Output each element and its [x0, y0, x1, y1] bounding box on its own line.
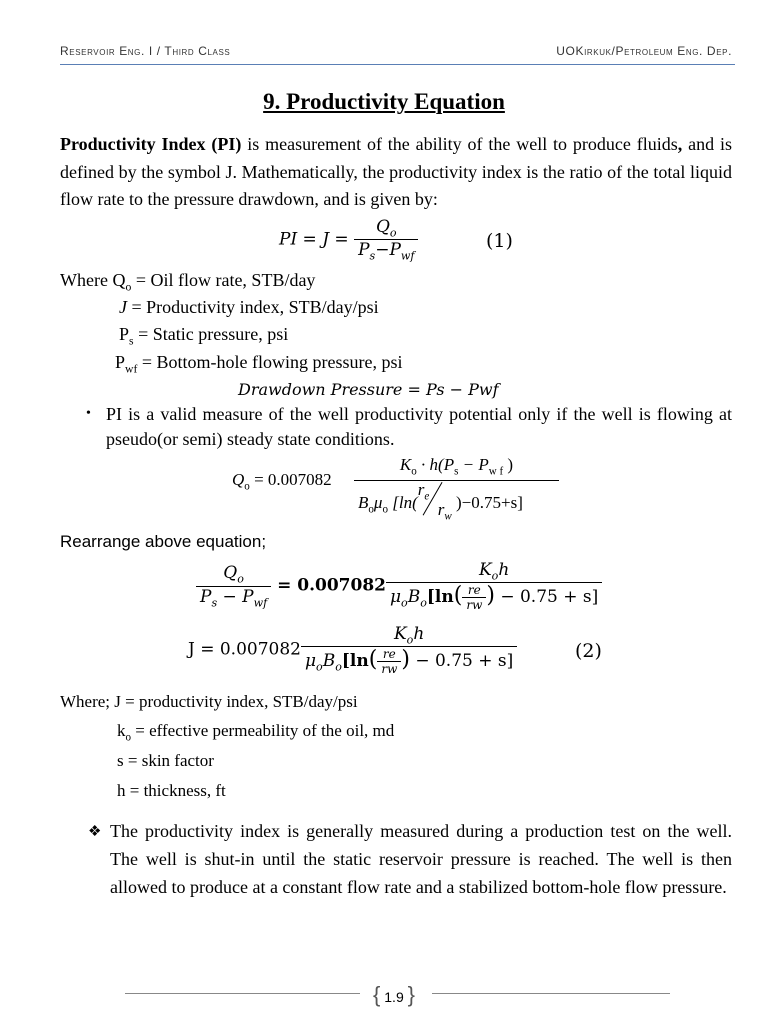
where-pwf-sub: wf	[125, 362, 138, 376]
eq2-den-ln: [ln	[341, 651, 369, 672]
eq-qo-num-ps: s	[454, 465, 459, 478]
eq-qo-rw	[438, 500, 452, 522]
eq-qo-den-b-sub: o	[368, 503, 374, 516]
eq1-den-b-sub: wf	[400, 249, 415, 263]
eq-r-rden-ln: [ln	[426, 587, 454, 608]
eq-qo-rw-sym: r	[437, 500, 445, 519]
eq-r-rden-b-sub: o	[420, 596, 427, 610]
eq-qo-lhs	[232, 470, 332, 492]
eq2-rw: rw	[377, 661, 401, 676]
where-2-k-sym: k	[117, 721, 126, 740]
eq2-den-b: B	[322, 651, 336, 672]
eq-qo-coef: = 0.007082	[249, 470, 332, 489]
eq-qo-numerator	[354, 455, 559, 477]
eq-r-rden-mu-sub: o	[401, 596, 408, 610]
eq2-re: re	[382, 647, 396, 662]
eq-r-rden-end: − 0.75 + s]	[494, 587, 599, 608]
eq1-den-a: P	[358, 240, 370, 261]
where-2-j: Where; J = productivity index, STB/day/psi	[60, 692, 358, 711]
eq-qo-re-sym: r	[417, 480, 425, 499]
section-title: 9. Productivity Equation	[263, 89, 505, 114]
eq-r-re: re	[467, 583, 481, 598]
equation-1	[279, 217, 418, 263]
bullet-1-text: PI is a valid measure of the well productivity potential only if the well is flowing at pseudo(or semi) steady state conditions.	[106, 404, 732, 449]
drawdown-equation: Drawdown Pressure = Ps − Pwf	[238, 380, 499, 399]
eq-r-rden-mu: μ	[389, 587, 402, 608]
where-pwf-sym: P	[115, 352, 126, 372]
eq-r-right-fraction: $K_oh$ $\mu_oB_o[\ln$( $\frac{re}{rw}$ ) − 0.75 + s]	[386, 560, 602, 612]
header-right: UOKirkuk/Petroleum Eng. Dep.	[556, 44, 732, 58]
eq-r-den-s: s	[211, 596, 218, 610]
eq-qo-re	[418, 480, 430, 502]
eq-r-rw: rw	[462, 597, 486, 612]
where-j-text: = Productivity index, STB/day/psi	[127, 297, 379, 317]
eq-r-rnum-sub: o	[491, 569, 499, 583]
eq2-den-end: − 0.75 + s]	[409, 651, 514, 672]
eq-r-rnum: K	[478, 560, 492, 580]
eq-r-num-sub: o	[237, 572, 244, 586]
eq-qo-rw-sub: w	[444, 510, 452, 523]
eq-qo-num-pwf: w f	[488, 465, 504, 478]
intro-text-1: is measurement of the ability of the well to produce fluids	[241, 134, 678, 154]
where-2-s: s = skin factor	[117, 751, 214, 770]
eq2-num-sub: o	[406, 633, 414, 647]
where-ps-sym: P	[119, 324, 130, 344]
eq-qo-den-mu-sub: o	[382, 503, 388, 516]
where-2-k	[117, 721, 394, 743]
eq1-den-a-sub: s	[369, 249, 376, 263]
eq-qo-fraction-bar	[354, 480, 559, 481]
intro-text-2: and is defined by the symbol J. Mathematically, the productivity index is the ratio of the total liquid flow rate to the pressure drawdown, and is given by:	[60, 134, 732, 209]
eq-qo-den-end: )−0.75+s]	[451, 493, 523, 512]
eq-qo-num-k-sub: o	[411, 465, 417, 478]
header-left: Reservoir Eng. I / Third Class	[60, 44, 231, 58]
eq1-fraction	[354, 217, 418, 263]
where-ps-sub: s	[129, 334, 134, 348]
where-ps-text: = Static pressure, psi	[133, 324, 289, 344]
eq-qo-num-mid: − P	[458, 455, 489, 474]
eq2-den-mu: μ	[304, 651, 317, 672]
bullet-diamond-icon: ❖	[88, 824, 102, 840]
eq2-fraction: $K_oh$ $\mu_oB_o[\ln$( $\frac{re}{rw}$ ) − 0.75 + s]	[301, 624, 517, 676]
where-q-sub: o	[125, 280, 132, 294]
where-pwf-text: = Bottom-hole flowing pressure, psi	[137, 352, 403, 372]
bullet-2-text: The productivity index is generally measured during a production test on the well. The well is shut-in until the static reservoir pressure is reached. The well is then allowed to produce at a constant flow rate and a stabilized bottom-hole flow pressure.	[110, 821, 732, 897]
eq-r-den: P	[200, 586, 212, 607]
eq-qo-lhs-sub: o	[244, 480, 250, 493]
footer-line-left	[125, 993, 360, 994]
where-j-sym: J	[119, 297, 127, 317]
page-number-box: { 1.9 }	[373, 982, 415, 1007]
intro-paragraph	[60, 131, 732, 214]
eq-qo-re-sub: e	[424, 490, 430, 503]
eq-r-left-fraction	[196, 563, 271, 609]
eq2-re-rw	[377, 647, 401, 676]
eq1-num: Q	[375, 217, 390, 237]
eq-qo-den-mu: μ	[373, 493, 383, 512]
where-2-k-sub: o	[125, 731, 132, 744]
footer-line-right	[432, 993, 670, 994]
equation-2	[188, 624, 517, 676]
eq-r-coef: = 0.007082	[271, 575, 386, 596]
eq-qo-num-k: K	[399, 455, 412, 474]
eq2-number: (2)	[575, 640, 602, 662]
where-2-h: h = thickness, ft	[117, 781, 226, 800]
eq-r-rnum-h: h	[498, 560, 510, 580]
eq-qo-denominator	[358, 480, 523, 523]
eq-qo-re-rw	[417, 480, 452, 523]
eq-qo-lhs-sym: Q	[232, 470, 245, 489]
eq1-num-sub: o	[389, 226, 397, 240]
rearrange-text: Rearrange above equation;	[60, 532, 267, 551]
eq-r-num: Q	[223, 563, 238, 584]
header-divider	[60, 64, 735, 65]
eq-qo-den-b: B	[358, 493, 369, 512]
eq-r-den-mid: − P	[217, 586, 254, 607]
where-j	[119, 297, 379, 318]
where-pwf	[115, 352, 402, 376]
where-q	[60, 270, 315, 294]
eq1-number: (1)	[486, 230, 513, 252]
eq2-lhs: J = 0.007082	[188, 639, 301, 660]
eq1-lhs: PI = J =	[279, 229, 355, 250]
intro-comma: ,	[677, 134, 683, 154]
eq2-num-h: h	[413, 624, 425, 644]
where-2-k-text: = effective permeability of the oil, md	[131, 721, 395, 740]
eq2-num: K	[393, 624, 407, 644]
eq1-den-b: −P	[375, 240, 401, 261]
where-q-text: = Oil flow rate, STB/day	[131, 270, 316, 290]
eq2-den-mu-sub: o	[316, 660, 323, 674]
eq-r-den-wf: wf	[253, 596, 268, 610]
bullet-dot-icon: •	[86, 406, 91, 421]
intro-term: Productivity Index (PI)	[60, 134, 242, 154]
where-q-pre: Where Q	[60, 270, 126, 290]
eq2-den-b-sub: o	[335, 660, 342, 674]
eq-qo-den-ln: [ln(	[388, 493, 418, 512]
where-ps	[119, 324, 288, 348]
eq-qo-num-rest: · h(P	[416, 455, 455, 474]
eq-r-rden-b: B	[407, 587, 421, 608]
eq-r-re-rw	[462, 583, 486, 612]
eq-qo-num-end: )	[503, 455, 514, 474]
page-number: 1.9	[384, 989, 404, 1005]
eq-rearranged	[196, 560, 602, 612]
